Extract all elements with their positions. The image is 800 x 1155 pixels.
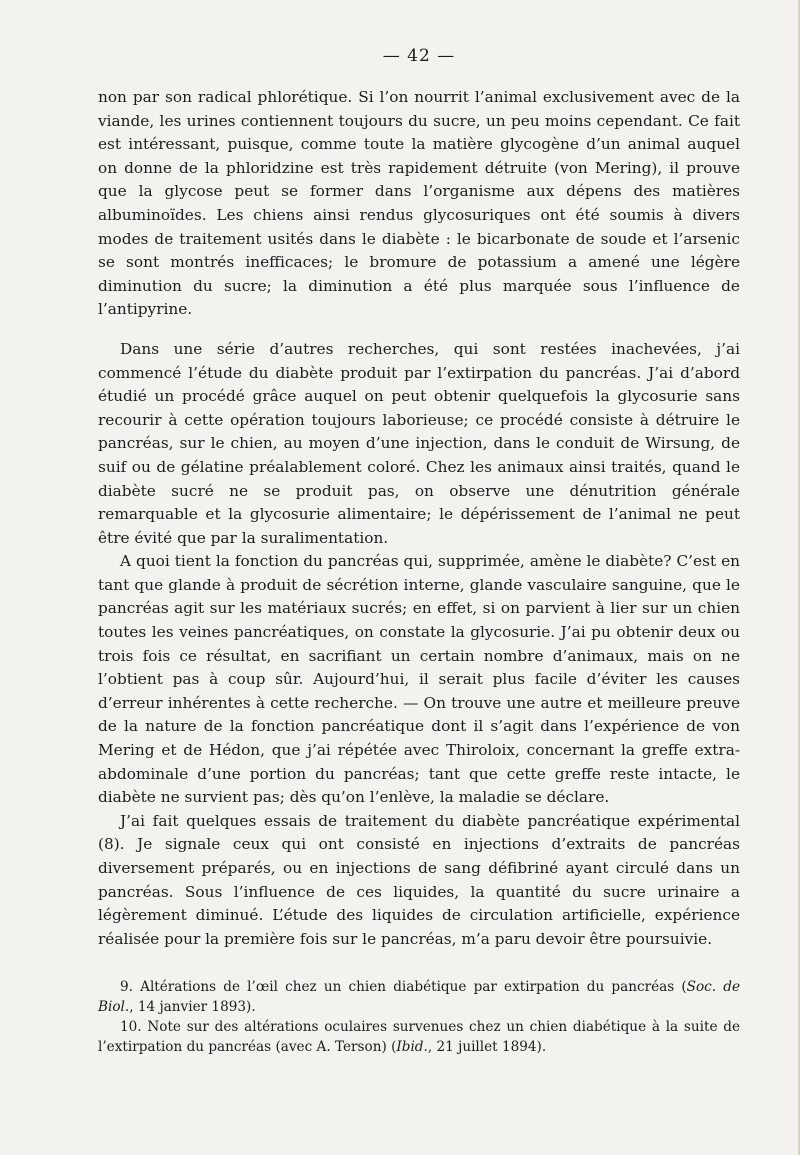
footnote-9-source: Soc. de Biol. xyxy=(98,979,740,1016)
footnote-9 xyxy=(98,977,740,1017)
footnote-10-source: Ibid. xyxy=(396,1039,428,1056)
paragraph-4: J’ai fait quelques essais de traitement du diabète pancréatique expérimental (8). Je signale ceux qui ont consisté en injections d’extraits de pancréas diversement préparés, ou en injections de sang défibriné ayant circulé dans un pancréas. Sous l’influence de ces liquides, la quantité du sucre urinaire a légèrement diminué. L’étude des liquides de circulation artificielle, expérience réalisée pour la première fois sur le pancréas, m’a paru devoir être poursuivie. xyxy=(98,811,740,948)
paragraph-3: A quoi tient la fonction du pancréas qui, supprimée, amène le diabète? C’est en tant que glande à produit de sécrétion interne, glande vasculaire sanguine, que le pancréas agit sur les matériaux sucrés; en effet, si on parvient à lier sur un chien toutes les veines pancréatiques, on constate la glycosurie. J’ai pu obtenir deux ou trois fois ce résultat, en sacrifiant un certain nombre d’animaux, mais on ne l’obtient pas à coup sûr. Aujourd’hui, il serait plus facile d’éviter les causes d’erreur inhérentes à cette recherche. — On trouve une autre et meilleure preuve de la nature de la fonction pancréatique dont il s’agit dans l’expérience de von Mering et de Hédon, que j’ai répétée avec Thiroloix, concernant la greffe extra-abdominale d’une portion du pancréas; tant que cette greffe reste intacte, le diabète ne survient pas; dès qu’on l’enlève, la maladie se déclare. xyxy=(98,552,740,807)
footnotes xyxy=(98,977,740,1057)
paragraph-1: non par son radical phlorétique. Si l’on nourrit l’animal exclusivement avec de la viande, les urines contiennent toujours du sucre, un peu moins cependant. Ce fait est intéressant, puisque, comme toute la matière glycogène d’un animal auquel on donne de la phloridzine est très rapidement détruite (von Mering), il prouve que la glycose peut se former dans l’organisme aux dépens des matières albuminoïdes. Les chiens ainsi rendus glycosuriques ont été soumis à divers modes de traitement usités dans le diabète : le bicarbonate de soude et l’arsenic se sont montrés inefficaces; le bromure de potassium a amené une légère diminution du sucre; la diminution a été plus marquée sous l’influence de l’antipyrine. xyxy=(98,88,740,319)
paragraph-2: Dans une série d’autres recherches, qui sont restées inachevées, j’ai commencé l’étude du diabète produit par l’extirpation du pancréas. J’ai d’abord étudié un procédé grâce auquel on peut obtenir quelquefois la glycosurie sans recourir à cette opération toujours laborieuse; ce procédé consiste à détruire le pancréas, sur le chien, au moyen d’une injection, dans le conduit de Wirsung, de suif ou de gélatine préalablement coloré. Chez les animaux ainsi traités, quand le diabète sucré ne se produit pas, on observe une dénutrition générale remarquable et la glycosurie alimentaire; le dépérissement de l’animal ne peut être évité que par la suralimentation. xyxy=(98,339,740,547)
footnote-10 xyxy=(98,1017,740,1057)
document-page xyxy=(98,46,740,1057)
paragraph-gap xyxy=(98,322,740,338)
footnote-9-text: 9. Altérations de l’œil chez un chien diabétique par extirpation du pancréas ( xyxy=(120,979,687,996)
page-number: — 42 — xyxy=(382,46,456,66)
footnote-10-text: 10. Note sur des altérations oculaires survenues chez un chien diabétique à la suite de l’extirpation du pancréas (avec A. Terson) ( xyxy=(98,1019,740,1056)
footnote-10-date: , 21 juillet 1894). xyxy=(427,1039,547,1056)
footnote-9-date: , 14 janvier 1893). xyxy=(129,999,256,1016)
